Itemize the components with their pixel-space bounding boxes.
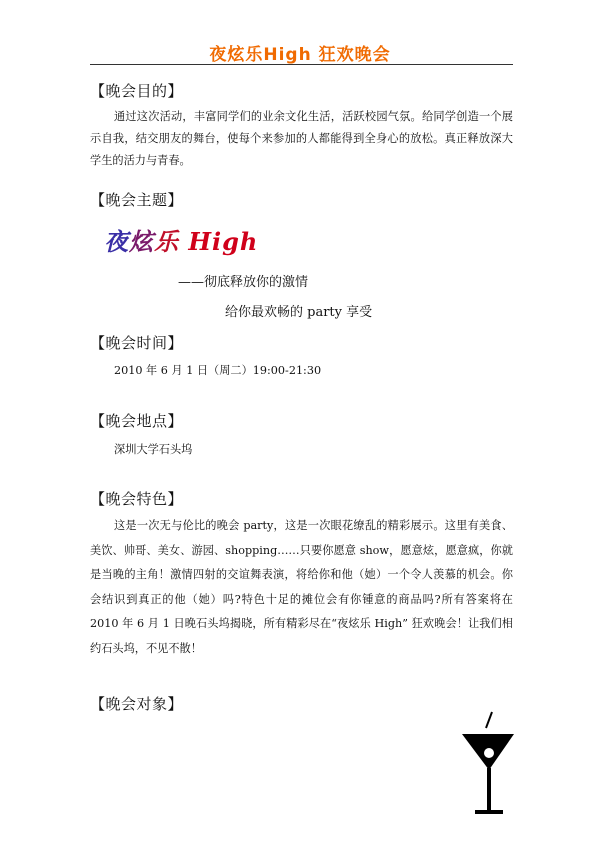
cocktail-glass-icon	[462, 710, 514, 816]
theme-logo	[104, 222, 258, 257]
theme-logo-word: High	[188, 227, 259, 256]
cocktail-base	[475, 810, 503, 814]
features-heading: 【晚会特色】	[90, 490, 184, 508]
purpose-paragraph: 通过这次活动，丰富同学们的业余文化生活，活跃校园气氛。给同学创造一个展示自我，结交朋友的舞台，使每个来参加的人都能得到全身心的放松。真正释放深大学生的活力与青春。	[90, 110, 513, 167]
cocktail-olive	[484, 748, 494, 758]
features-paragraph: 这是一次无与伦比的晚会 party，这是一次眼花缭乱的精彩展示。这里有美食、美饮、帅哥、美女、游园、shopping……只要你愿意 show，愿意炫，愿意疯，你就是当晚的主角！激情四射的交谊舞表演，将给你和他（她）一个令人羡慕的机会。你会结识到真正的他（她）吗?特色十足的摊位会有你锺意的商品吗?所有答案将在 2010 年 6 月 1 日晚石头坞揭晓，所有精彩尽在“夜炫乐 High” 狂欢晚会！让我们相约石头坞，不见不散！	[90, 519, 513, 655]
theme-logo-char-1: 夜	[104, 227, 129, 256]
time-text: 2010 年 6 月 1 日（周二）19:00-21:30	[114, 364, 322, 377]
theme-logo-char-3: 乐	[154, 227, 179, 256]
cocktail-straw	[486, 712, 492, 728]
audience-heading: 【晚会对象】	[90, 695, 184, 713]
cocktail-stem	[487, 768, 491, 812]
place-heading: 【晚会地点】	[90, 412, 184, 430]
header-divider	[90, 64, 513, 65]
purpose-heading: 【晚会目的】	[90, 82, 184, 100]
theme-logo-char-2: 炫	[129, 227, 154, 256]
theme-heading: 【晚会主题】	[90, 191, 184, 209]
page-title: 夜炫乐High 狂欢晚会	[209, 45, 391, 65]
theme-slogan-2: 给你最欢畅的 party 享受	[225, 305, 373, 320]
theme-slogan-1: ——彻底释放你的激情	[178, 275, 309, 290]
place-text: 深圳大学石头坞	[114, 443, 193, 456]
time-heading: 【晚会时间】	[90, 334, 184, 352]
